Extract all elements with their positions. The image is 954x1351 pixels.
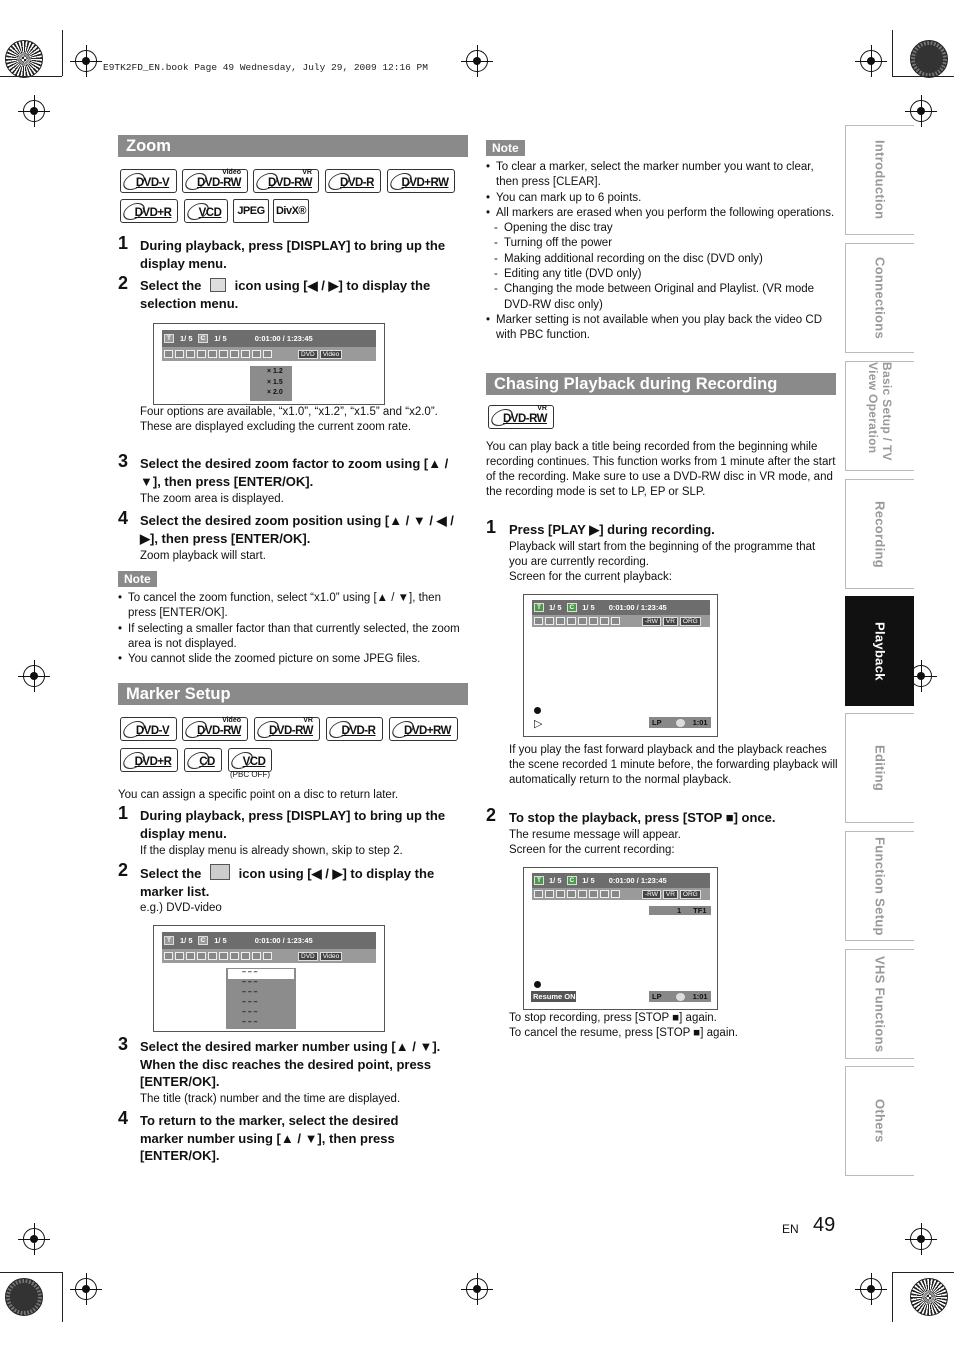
disc-logo-vcd: VCD <box>228 748 272 772</box>
chasing-step-1: Press [PLAY ▶] during recording. <box>509 522 715 537</box>
marker-step-3: Select the desired marker number using [▲ / ▼]. When the disc reaches the desired point, press [ENTER/OK]. <box>140 1039 441 1089</box>
zoom-note-item: • To cancel the zoom function, select “x1.0” using [▲ / ▼], then press [ENTER/OK]. <box>118 591 468 622</box>
zoom-option[interactable]: × 1.2 <box>267 368 283 375</box>
marker-slot[interactable]: – – – <box>242 1019 258 1026</box>
pbc-off-label: (PBC OFF) <box>230 770 270 779</box>
marker-menu-icon <box>210 864 230 880</box>
step-number: 1 <box>118 233 129 253</box>
disc-logo-dvd-rw-vr: VR DVD-RW <box>488 405 554 429</box>
current-playback-screen: T 1/ 5 C 1/ 5 0:01:00 / 1:23:45 -RW VR ORG ▷ LP 1:01 <box>523 594 718 737</box>
zoom-step-2: Select the icon using [◀ / ▶] to display the selection menu. <box>140 278 431 311</box>
disc-logo-vcd: VCD <box>184 199 228 223</box>
disc-logo-cd: CD <box>184 748 222 772</box>
zoom-option[interactable]: × 2.0 <box>267 389 283 396</box>
current-recording-screen: T 1/ 5 C 1/ 5 0:01:00 / 1:23:45 -RW VR ORG 1 TF1 Resume ON LP 1:01 <box>523 867 718 1010</box>
crop-mark <box>892 30 893 76</box>
disc-logo-dvd-plus-r: DVD+R <box>120 199 178 223</box>
marker-osd-screen: T 1/ 5 C 1/ 5 0:01:00 / 1:23:45 DVD Video – – – – – – – – – – – – – – – – – – <box>153 925 385 1032</box>
step-number: 2 <box>118 860 129 880</box>
zoom-note-item: • You cannot slide the zoomed picture on some JPEG files. <box>118 652 468 667</box>
stop-recording-instruction: To stop recording, press [STOP ■] again. <box>509 1012 717 1024</box>
zoom-step-1: During playback, press [DISPLAY] to bring up the display menu. <box>140 238 446 271</box>
marker-slot[interactable]: – – – <box>242 989 258 996</box>
step-number: 3 <box>118 451 129 471</box>
crop-mark <box>62 30 63 76</box>
zoom-note-label: Note <box>118 571 157 587</box>
registration-rose-icon <box>910 1278 948 1316</box>
crosshair-mark-icon <box>23 100 45 122</box>
crosshair-mark-icon <box>910 100 932 122</box>
disc-logo-dvd-v: DVD-V <box>120 169 177 193</box>
step-number: 1 <box>118 803 129 823</box>
marker-slot[interactable]: – – – <box>242 979 258 986</box>
chasing-fast-forward-note: If you play the fast forward playback and the playback reaches the scene recorded 1 minute before, the forwarding playback will automatically return to the normal playback. <box>509 744 838 786</box>
tab-playback[interactable]: Playback <box>845 596 914 706</box>
note-subitem: - Changing the mode between Original and Playlist. (VR mode DVD-RW disc only) <box>486 282 836 313</box>
marker-step-3-result: The title (track) number and the time are displayed. <box>140 1093 401 1105</box>
disc-logo-dvd-rw-vr: VR DVD-RW <box>254 717 320 741</box>
marker-slot[interactable]: – – – <box>228 969 294 979</box>
crop-mark <box>892 76 954 77</box>
play-indicator-icon: ▷ <box>534 718 543 730</box>
zoom-osd-screen: T 1/ 5 C 1/ 5 0:01:00 / 1:23:45 DVD Video × 1.2 × 1.5 × 2.0 <box>153 323 385 405</box>
crop-mark <box>0 1272 62 1273</box>
zoom-step-4: Select the desired zoom position using [▲ / ▼ / ◀ / ▶], then press [ENTER/OK]. <box>140 513 454 546</box>
crosshair-mark-icon <box>23 1228 45 1250</box>
step-number: 1 <box>486 517 497 537</box>
crosshair-mark-icon <box>860 50 882 72</box>
marker-step-2-example: e.g.) DVD-video <box>140 902 222 914</box>
crosshair-mark-icon <box>75 1278 97 1300</box>
marker-step-1: During playback, press [DISPLAY] to bring up the display menu. <box>140 808 446 841</box>
record-indicator-icon <box>534 981 541 988</box>
chasing-step-2: To stop the playback, press [STOP ■] once. <box>509 810 776 825</box>
step-number: 2 <box>486 805 497 825</box>
marker-intro: You can assign a specific point on a disc to return later. <box>118 789 399 801</box>
tab-vhs-functions[interactable]: VHS Functions <box>845 949 914 1059</box>
registration-rose-icon <box>5 40 43 78</box>
zoom-step-4-result: Zoom playback will start. <box>140 550 266 562</box>
marker-note-label: Note <box>486 140 525 156</box>
chasing-step-1-caption: Screen for the current playback: <box>509 571 672 583</box>
chasing-step-2-result: The resume message will appear. <box>509 829 681 841</box>
step-number: 4 <box>118 508 129 528</box>
format-logo-jpeg: JPEG <box>233 199 269 223</box>
chasing-playback-heading: Chasing Playback during Recording <box>486 373 836 395</box>
step-number: 4 <box>118 1108 129 1128</box>
page-number: 49 <box>813 1214 836 1236</box>
disc-logo-dvd-rw-video: Video DVD-RW <box>182 169 248 193</box>
crosshair-mark-icon <box>75 50 97 72</box>
tab-basic-setup[interactable]: Basic Setup / TV View Operation <box>845 361 914 471</box>
marker-notes <box>486 160 836 344</box>
registration-rose-icon <box>910 40 948 78</box>
tab-recording[interactable]: Recording <box>845 479 914 589</box>
tab-editing[interactable]: Editing <box>845 713 914 823</box>
disc-logo-dvd-r: DVD-R <box>326 717 383 741</box>
zoom-step-3: Select the desired zoom factor to zoom using [▲ / ▼], then press [ENTER/OK]. <box>140 456 449 489</box>
step-number: 2 <box>118 273 129 293</box>
note-subitem: - Turning off the power <box>486 236 836 251</box>
crop-mark <box>62 1272 63 1322</box>
cancel-resume-instruction: To cancel the resume, press [STOP ■] again. <box>509 1027 738 1039</box>
note-item: • All markers are erased when you perform the following operations. <box>486 206 836 221</box>
disc-logo-dvd-v: DVD-V <box>120 717 177 741</box>
language-label: EN <box>782 1222 799 1236</box>
note-item: • To clear a marker, select the marker number you want to clear, then press [CLEAR]. <box>486 160 836 191</box>
note-subitem: - Opening the disc tray <box>486 221 836 236</box>
zoom-option[interactable]: × 1.5 <box>267 378 283 386</box>
tab-function-setup[interactable]: Function Setup <box>845 831 914 941</box>
crosshair-mark-icon <box>23 665 45 687</box>
disc-logo-dvd-r: DVD-R <box>325 169 381 193</box>
chasing-step-2-caption: Screen for the current recording: <box>509 844 675 856</box>
zoom-step-3-result: The zoom area is displayed. <box>140 493 284 505</box>
record-indicator-icon <box>534 707 541 714</box>
format-logo-divx: DivX® <box>273 199 309 223</box>
marker-slot[interactable]: – – – <box>242 1009 258 1016</box>
zoom-options-description: Four options are available, “x1.0”, “x1.2”, “x1.5” and “x2.0”. These are displayed excluding the current zoom rate. <box>140 406 438 433</box>
tab-others[interactable]: Others <box>845 1066 914 1176</box>
zoom-notes <box>118 591 468 667</box>
crop-mark <box>892 1272 893 1322</box>
tab-introduction[interactable]: Introduction <box>845 125 914 235</box>
crop-mark <box>0 76 62 77</box>
crosshair-mark-icon <box>466 50 488 72</box>
marker-step-1-note: If the display menu is already shown, skip to step 2. <box>140 845 403 857</box>
chasing-intro: You can play back a title being recorded from the beginning while recording continues. This function works from 1 minute after the start of the recording. Make sure to use a DVD-RW disc in VR mode, and the recording mode is set to LP, EP or SLP. <box>486 441 836 498</box>
note-subitem: - Making additional recording on the disc (DVD only) <box>486 252 836 267</box>
marker-step-4: To return to the marker, select the desired marker number using [▲ / ▼], then press [ENTER/OK]. <box>140 1113 399 1163</box>
disc-logo-dvd-plus-rw: DVD+RW <box>389 717 458 741</box>
zoom-menu-icon <box>210 278 226 292</box>
disc-logo-dvd-plus-r: DVD+R <box>120 748 178 772</box>
crop-mark <box>892 1272 954 1273</box>
disc-logo-dvd-rw-video: Video DVD-RW <box>182 717 248 741</box>
note-item: • Marker setting is not available when you play back the video CD with PBC function. <box>486 313 836 344</box>
disc-logo-dvd-rw-vr: VR DVD-RW <box>253 169 319 193</box>
chasing-step-1-result: Playback will start from the beginning of the programme that you are currently recording. <box>509 541 816 568</box>
note-subitem: - Editing any title (DVD only) <box>486 267 836 282</box>
crosshair-mark-icon <box>910 1228 932 1250</box>
step-number: 3 <box>118 1034 129 1054</box>
zoom-heading: Zoom <box>118 135 468 157</box>
crosshair-mark-icon <box>860 1278 882 1300</box>
disc-logo-dvd-plus-rw: DVD+RW <box>387 169 455 193</box>
book-file-header: E9TK2FD_EN.book Page 49 Wednesday, July 29, 2009 12:16 PM <box>103 62 428 73</box>
zoom-note-item: • If selecting a smaller factor than that currently selected, the zoom area is not displayed. <box>118 622 468 653</box>
registration-rose-icon <box>5 1278 43 1316</box>
marker-slot[interactable]: – – – <box>242 999 258 1006</box>
tab-connections[interactable]: Connections <box>845 243 914 353</box>
note-item: • You can mark up to 6 points. <box>486 191 836 206</box>
marker-step-2: Select the icon using [◀ / ▶] to display the marker list. <box>140 866 435 899</box>
marker-setup-heading: Marker Setup <box>118 683 468 705</box>
crosshair-mark-icon <box>466 1278 488 1300</box>
